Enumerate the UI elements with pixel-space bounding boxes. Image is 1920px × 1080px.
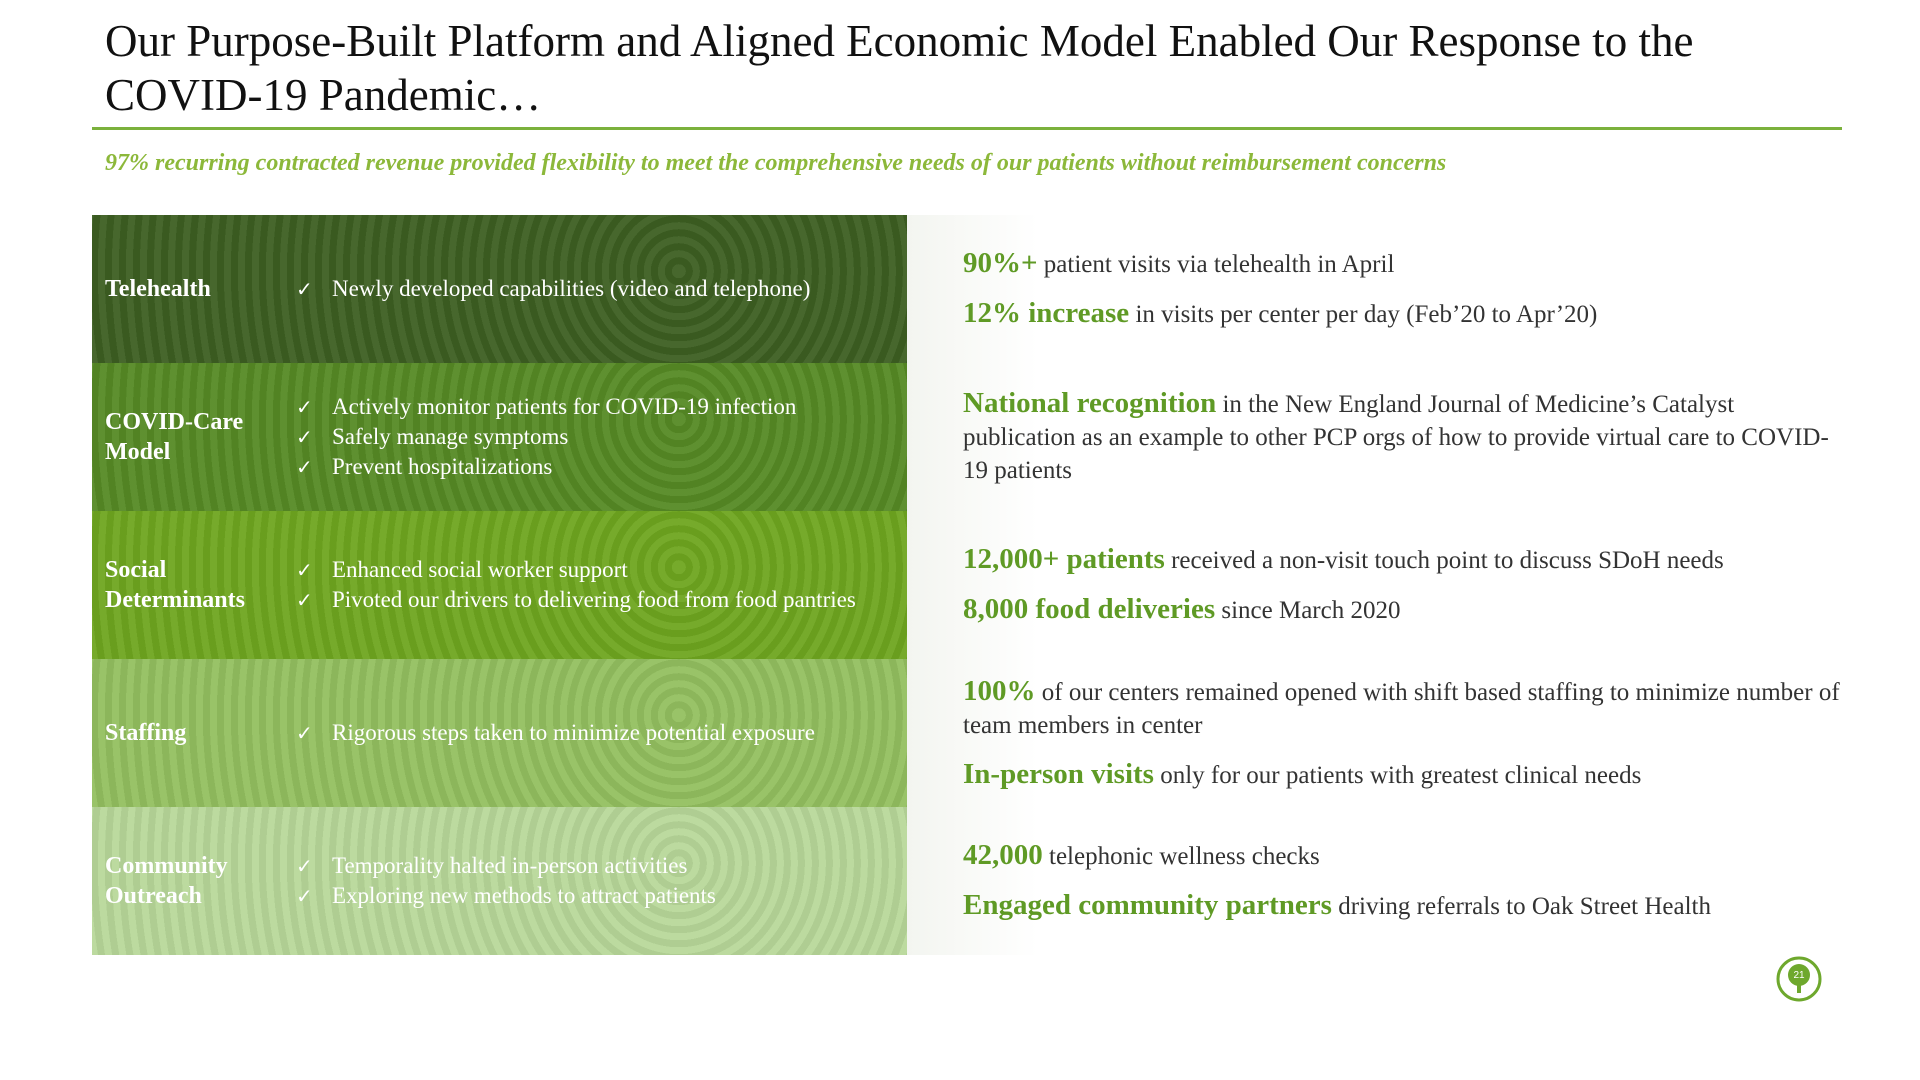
category-band-telehealth <box>92 215 907 363</box>
checkmark-icon: ✓ <box>296 884 313 908</box>
stat-text: in visits per center per day (Feb’20 to Apr’20) <box>1129 301 1598 328</box>
results-row-community-outreach <box>907 807 1842 955</box>
page-number: 21 <box>1793 970 1805 981</box>
checkmark-icon: ✓ <box>296 395 313 419</box>
list-item-text: Rigorous steps taken to minimize potential exposure <box>332 720 815 745</box>
stat-highlight: 12% increase <box>963 297 1130 329</box>
category-label: Telehealth <box>105 276 211 302</box>
stat-line <box>963 758 1842 792</box>
results-row-covid-care-model <box>907 363 1842 511</box>
category-band-covid-care-model <box>92 363 907 511</box>
category-band-staffing <box>92 659 907 807</box>
category-label: Community Outreach <box>105 853 228 909</box>
category-items <box>292 392 856 482</box>
stat-text: received a non-visit touch point to discuss SDoH needs <box>1164 547 1724 574</box>
stat-highlight: 42,000 <box>963 839 1043 871</box>
list-item <box>296 851 856 881</box>
stat-highlight: 12,000+ patients <box>963 543 1165 575</box>
category-items <box>292 555 856 615</box>
stat-highlight: National recognition <box>963 387 1217 419</box>
category-items <box>292 274 856 304</box>
checkmark-icon: ✓ <box>296 721 313 745</box>
checkmark-icon: ✓ <box>296 425 313 449</box>
stat-highlight: 90%+ <box>963 247 1038 279</box>
stat-highlight: In-person visits <box>963 757 1154 790</box>
stat-highlight: 8,000 food deliveries <box>963 593 1216 625</box>
checkmark-icon: ✓ <box>296 854 313 878</box>
list-item-text: Safely manage symptoms <box>332 424 569 449</box>
list-item <box>296 392 856 422</box>
stat-text: telephonic wellness checks <box>1042 843 1320 870</box>
stat-highlight: 100% <box>963 674 1036 707</box>
list-item <box>296 555 856 585</box>
category-band-social-determinants <box>92 511 907 659</box>
list-item-text: Exploring new methods to attract patients <box>332 883 716 908</box>
list-item-text: Temporality halted in-person activities <box>332 853 688 878</box>
checkmark-icon: ✓ <box>296 455 313 479</box>
subtitle: 97% recurring contracted revenue provided flexibility to meet the comprehensive needs of our patients without reimbursement concerns <box>105 150 1447 176</box>
stat-text: only for our patients with greatest clinical needs <box>1153 761 1642 789</box>
stat-text: of our centers remained opened with shift based staffing to minimize number of team members in center <box>963 678 1840 739</box>
list-item-text: Pivoted our drivers to delivering food from food pantries <box>332 587 856 612</box>
stat-line <box>963 675 1842 742</box>
page-title: Our Purpose-Built Platform and Aligned Economic Model Enabled Our Response to the COVID-19 Pandemic… <box>105 16 1694 120</box>
list-item <box>296 422 856 452</box>
stat-line <box>963 387 1842 487</box>
list-item <box>296 718 856 748</box>
checkmark-icon: ✓ <box>296 277 313 301</box>
stat-highlight: Engaged community partners <box>963 889 1332 921</box>
stat-text: patient visits via telehealth in April <box>1037 251 1395 278</box>
stat-line <box>963 543 1842 577</box>
list-item-text: Enhanced social worker support <box>332 557 628 582</box>
results-row-telehealth <box>907 215 1842 363</box>
stat-text: in the New England Journal of Medicine’s Catalyst publication as an example to other PCP orgs of how to provide virtual care to COVID-19 patients <box>963 391 1829 484</box>
list-item-text: Prevent hospitalizations <box>332 454 553 479</box>
category-label: Social Determinants <box>105 557 245 613</box>
list-item <box>296 274 856 304</box>
categories-panel <box>92 215 907 955</box>
stat-line <box>963 889 1842 923</box>
title-divider <box>92 127 1842 130</box>
category-items <box>292 718 856 748</box>
list-item <box>296 585 856 615</box>
list-item <box>296 881 856 911</box>
list-item <box>296 452 856 482</box>
category-band-community-outreach <box>92 807 907 955</box>
checkmark-icon: ✓ <box>296 588 313 612</box>
results-row-social-determinants <box>907 511 1842 659</box>
category-label: COVID-Care Model <box>105 409 244 465</box>
stat-line <box>963 247 1842 281</box>
stat-line <box>963 839 1842 873</box>
category-label: Staffing <box>105 720 187 746</box>
results-row-staffing <box>907 659 1842 807</box>
list-item-text: Newly developed capabilities (video and telephone) <box>332 276 811 301</box>
stat-text: since March 2020 <box>1215 597 1401 624</box>
checkmark-icon: ✓ <box>296 558 313 582</box>
list-item-text: Actively monitor patients for COVID-19 infection <box>332 394 797 419</box>
category-items <box>292 851 856 911</box>
stat-line <box>963 593 1842 627</box>
results-panel <box>907 215 1842 955</box>
stat-text: driving referrals to Oak Street Health <box>1331 893 1711 920</box>
stat-line <box>963 297 1842 331</box>
